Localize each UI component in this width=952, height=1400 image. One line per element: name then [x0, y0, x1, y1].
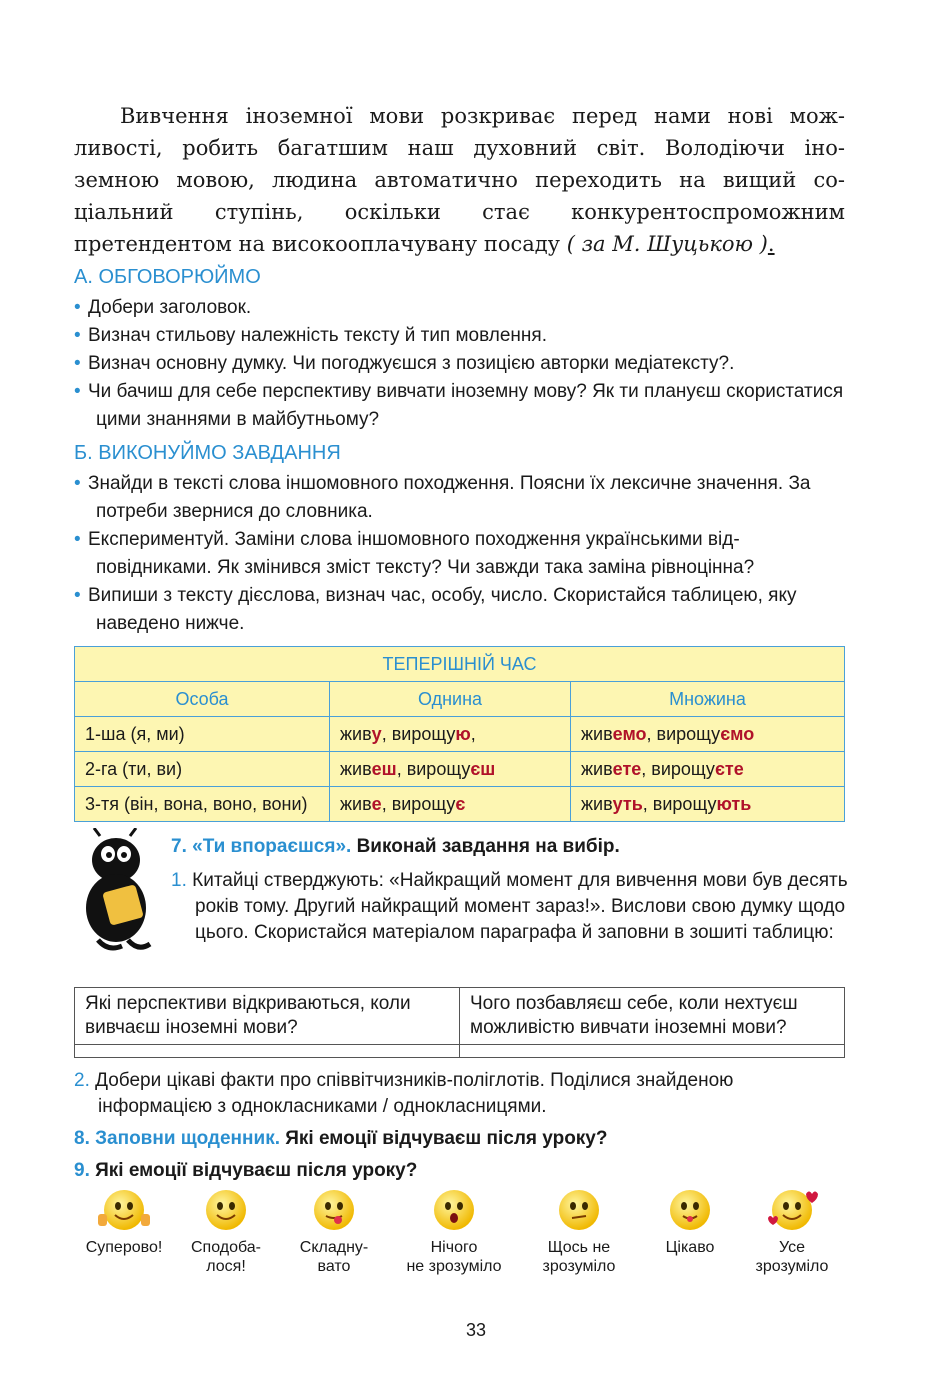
- table-row: [75, 752, 845, 787]
- tongue-out-face-icon: [274, 1188, 394, 1232]
- ending-text: ємо: [720, 723, 755, 744]
- table-row: [75, 787, 845, 822]
- table-header-plural: Множина: [571, 682, 845, 717]
- intro-end: .: [767, 232, 775, 256]
- stem-text: , вирощу: [381, 793, 456, 814]
- punctuation: ,: [470, 723, 476, 744]
- task-7: [74, 834, 848, 984]
- perspectives-table: [74, 987, 845, 1058]
- emotions-row: [74, 1188, 854, 1278]
- singular-cell: [330, 787, 571, 822]
- confused-face-icon: [519, 1188, 639, 1232]
- bullet-icon: •: [74, 585, 81, 606]
- list-item: • Випиши з тексту дієслова, визнач час, особу, число. Скористайся таблицею, яку наведено нижче.: [74, 582, 845, 638]
- bullet-icon: •: [74, 353, 81, 374]
- cartoon-bee-icon: [78, 828, 162, 952]
- emotion-label: Суперово!: [85, 1239, 163, 1256]
- section-a-list: [74, 294, 845, 434]
- person-cell: 1-ша (я, ми): [75, 717, 330, 752]
- list-item: • Визнач стильову належність тексту й тип мовлення.: [74, 322, 845, 350]
- person-cell: 3-тя (він, вона, воно, вони): [75, 787, 330, 822]
- punctuation: ,: [381, 723, 387, 744]
- empty-cell: [460, 1045, 845, 1058]
- ending-text: ють: [716, 793, 752, 814]
- table-header-person: Особа: [75, 682, 330, 717]
- smiling-face-icon: [166, 1188, 286, 1232]
- stem-text: , вирощу: [641, 758, 715, 779]
- ending-text: е: [371, 793, 382, 814]
- stem-text: , вирощу: [642, 793, 717, 814]
- stem-text: жив: [340, 723, 372, 744]
- plural-cell: [571, 787, 845, 822]
- emotion-option[interactable]: [166, 1188, 286, 1276]
- emotion-label: зрозуміло: [542, 1258, 616, 1275]
- bullet-icon: •: [74, 529, 81, 550]
- perspectives-header-left: Які перспективи відкриваються, коли вивчаєш іноземні мови?: [75, 988, 460, 1045]
- task-9: 9. Які емоції відчуваєш після уроку?: [74, 1160, 418, 1181]
- heart-face-icon: [732, 1188, 852, 1232]
- emotion-label: Цікаво: [665, 1239, 715, 1256]
- page-content: [74, 100, 848, 1190]
- empty-cell: [75, 1045, 460, 1058]
- intro-line-4: ціальний ступінь, оскільки стає конкурентоспроможним: [74, 200, 845, 224]
- stem-text: жив: [581, 758, 613, 779]
- singular-cell: [330, 717, 571, 752]
- table-row: [75, 717, 845, 752]
- intro-line-3: земною мовою, людина автоматично переходить на вищий со-: [74, 168, 845, 192]
- task-7-body: [171, 834, 851, 946]
- perspectives-header-right: Чого позбавляєш себе, коли нехтуєш можливістю вивчати іноземні мови?: [460, 988, 845, 1045]
- plural-cell: [571, 717, 845, 752]
- bullet-icon: •: [74, 325, 81, 346]
- ending-text: єш: [470, 758, 496, 779]
- intro-line-1: Вивчення іноземної мови розкриває перед нами нові мож-: [120, 104, 845, 128]
- present-tense-table: [74, 646, 845, 822]
- section-b-list: [74, 470, 845, 638]
- ending-text: ю: [455, 723, 471, 744]
- emotion-label: вато: [317, 1258, 351, 1275]
- bullet-icon: •: [74, 473, 81, 494]
- ending-text: уть: [612, 793, 643, 814]
- emotion-label: Усе: [779, 1239, 805, 1256]
- emotion-label: Щось не: [547, 1239, 611, 1256]
- stem-text: жив: [340, 758, 372, 779]
- ending-text: емо: [612, 723, 647, 744]
- intro-source: ( за М. Шуцькою ): [566, 232, 768, 256]
- intro-paragraph: [74, 100, 845, 260]
- emotion-option[interactable]: [519, 1188, 639, 1276]
- emotion-option[interactable]: [394, 1188, 514, 1276]
- page-number: 33: [465, 1320, 487, 1340]
- emotion-label: зрозуміло: [755, 1258, 829, 1275]
- plural-cell: [571, 752, 845, 787]
- task-7-item-1: 1. Китайці стверджують: «Найкращий момент для вивчення мови був десять років тому. Другий найкращий момент зараз!». Вислови свою думку щодо цього. Скористайся матеріалом параграфа й заповни в зошиті таблицю:: [171, 870, 848, 943]
- table-title: ТЕПЕРІШНІЙ ЧАС: [75, 647, 845, 682]
- list-item: • Чи бачиш для себе перспективу вивчати іноземну мову? Як ти плануєш скористатися цими знаннями в майбутньому?: [74, 378, 845, 434]
- stem-text: вирощу: [386, 723, 456, 744]
- list-item: • Визнач основну думку. Чи погоджуєшся з позицією авторки медіатексту?.: [74, 350, 845, 378]
- emotion-label: Нічого: [430, 1239, 478, 1256]
- list-item: • Знайди в тексті слова іншомовного походження. Поясни їх лексичне значення. За потреби звернися до словника.: [74, 470, 845, 526]
- task-7-title: 7. «Ти впораєшся». Виконай завдання на вибір.: [171, 836, 620, 857]
- emotion-option[interactable]: [274, 1188, 394, 1276]
- ending-text: еш: [371, 758, 397, 779]
- task-8: 8. Заповни щоденник. Які емоції відчуваєш після уроку?: [74, 1128, 608, 1149]
- section-a-title: А. ОБГОВОРЮЙМО: [74, 266, 261, 288]
- surprised-face-icon: [394, 1188, 514, 1232]
- emotion-label: Сподоба-: [190, 1239, 262, 1256]
- emotion-label: не зрозуміло: [406, 1258, 502, 1275]
- stem-text: жив: [581, 793, 613, 814]
- person-cell: 2-га (ти, ви): [75, 752, 330, 787]
- list-item: • Добери заголовок.: [74, 294, 845, 322]
- stem-text: , вирощу: [646, 723, 721, 744]
- ending-text: у: [371, 723, 382, 744]
- stem-text: , вирощу: [396, 758, 471, 779]
- ending-text: є: [455, 793, 466, 814]
- emotion-label: Складну-: [299, 1239, 369, 1256]
- task-7-item-2: 2. Добери цікаві факти про співвітчизників-поліглотів. Поділися знайденою інформацією з однокласниками / однокласницями.: [74, 1070, 734, 1117]
- ending-text: ете: [612, 758, 642, 779]
- bullet-icon: •: [74, 297, 81, 318]
- intro-line-2: ливості, робить багатшим наш духовний світ. Володіючи іно-: [74, 136, 845, 160]
- ending-text: єте: [714, 758, 744, 779]
- section-b-title: Б. ВИКОНУЙМО ЗАВДАННЯ: [74, 442, 341, 464]
- list-item: • Експериментуй. Заміни слова іншомовного походження українськими відповідниками. Як змінився зміст тексту? Чи завжди така заміна рівноцінна?: [74, 526, 845, 582]
- intro-line-5: претендентом на високооплачувану посаду: [74, 232, 561, 256]
- emotion-label: лося!: [206, 1258, 246, 1275]
- emotion-option[interactable]: [732, 1188, 852, 1276]
- bullet-icon: •: [74, 381, 81, 402]
- table-header-singular: Однина: [330, 682, 571, 717]
- stem-text: жив: [581, 723, 613, 744]
- stem-text: жив: [340, 793, 372, 814]
- singular-cell: [330, 752, 571, 787]
